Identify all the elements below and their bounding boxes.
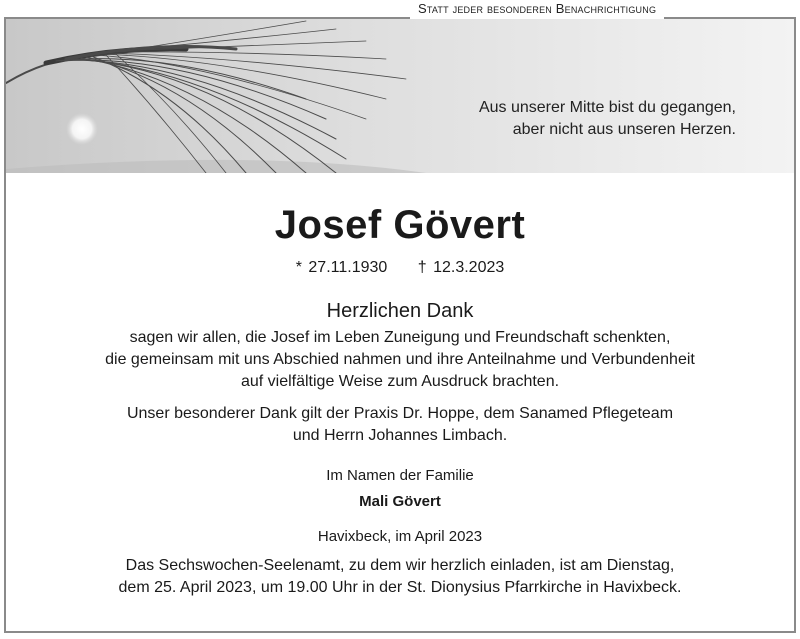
quote-line-1: Aus unserer Mitte bist du gegangen,	[478, 99, 736, 116]
thanks-line-4: Unser besonderer Dank gilt der Praxis Dr. Hoppe, dem Sanamed Pflegeteam	[126, 405, 674, 422]
death-date: † 12.3.2023	[417, 259, 505, 276]
birth-date: * 27.11.1930	[295, 259, 388, 276]
thanks-line-2: die gemeinsam mit uns Abschied nahmen und ihre Anteilnahme und Verbundenheit	[105, 351, 695, 368]
family-intro: Im Namen der Familie	[326, 467, 474, 484]
family-signature: Mali Gövert	[359, 493, 441, 510]
notice-content	[6, 173, 794, 599]
thanks-line-1: sagen wir allen, die Josef im Leben Zuneigung und Freundschaft schenkten,	[129, 329, 671, 346]
header-label: Statt jeder besonderen Benachrichtigung	[410, 0, 664, 20]
life-dates	[6, 259, 794, 277]
quote-line-2: aber nicht aus unseren Herzen.	[512, 121, 736, 138]
wheat-ear-image	[6, 19, 794, 173]
quote-text	[479, 97, 736, 141]
special-thanks-paragraph	[6, 403, 794, 447]
thanks-line-3: auf vielfältige Weise zum Ausdruck brachten.	[240, 373, 560, 390]
sun-icon	[66, 113, 98, 145]
place-date: Havixbeck, im April 2023	[317, 528, 483, 545]
service-line-2: dem 25. April 2023, um 19.00 Uhr in der St. Dionysius Pfarrkirche in Havixbeck.	[118, 579, 682, 596]
service-notice	[6, 555, 794, 599]
service-line-1: Das Sechswochen-Seelenamt, zu dem wir herzlich einladen, ist am Dienstag,	[125, 557, 675, 574]
thanks-line-5: und Herrn Johannes Limbach.	[292, 427, 508, 444]
banner-image	[6, 19, 794, 173]
thanks-heading: Herzlichen Dank	[326, 300, 474, 322]
deceased-name: Josef Gövert	[274, 203, 526, 247]
thanks-paragraph	[6, 327, 794, 393]
